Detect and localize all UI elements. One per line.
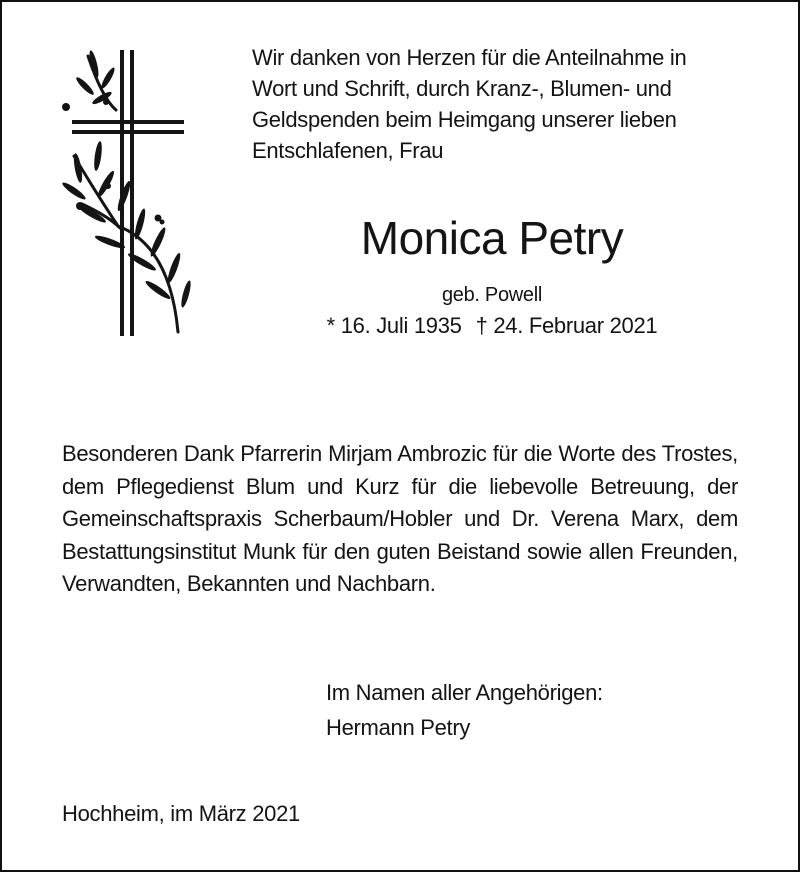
- cross-with-palm-branch-icon: [58, 46, 198, 341]
- place-and-date: Hochheim, im März 2021: [62, 801, 300, 826]
- life-dates: [252, 311, 732, 341]
- intro-line: Entschlafenen, Frau: [252, 138, 444, 163]
- signature-block: [326, 675, 746, 745]
- death-date: † 24. Februar 2021: [475, 313, 658, 338]
- intro-line: Geldspenden beim Heimgang unserer lieben: [252, 107, 677, 132]
- birth-date: * 16. Juli 1935: [326, 313, 462, 338]
- signoff-text: Im Namen aller Angehörigen:: [326, 680, 603, 705]
- deceased-name: Monica Petry: [360, 212, 624, 264]
- intro-line: Wir danken von Herzen für die Anteilnahme in: [252, 45, 687, 70]
- intro-line: Wort und Schrift, durch Kranz-, Blumen- und: [252, 76, 672, 101]
- intro-text: [252, 42, 772, 166]
- maiden-name: geb. Powell: [441, 284, 543, 306]
- thanks-paragraph: Besonderen Dank Pfarrerin Mirjam Ambrozic für die Worte des Trostes, dem Pflegedienst Blum und Kurz für die liebevolle Betreuung, der Gemeinschaftspraxis Scherbaum/Hobler und Dr. Verena Marx, dem Bestattungsinstitut Munk für den guten Beistand sowie allen Freunden, Verwandten, Bekannten und Nachbarn.: [62, 441, 738, 596]
- signer-name: Hermann Petry: [326, 715, 471, 740]
